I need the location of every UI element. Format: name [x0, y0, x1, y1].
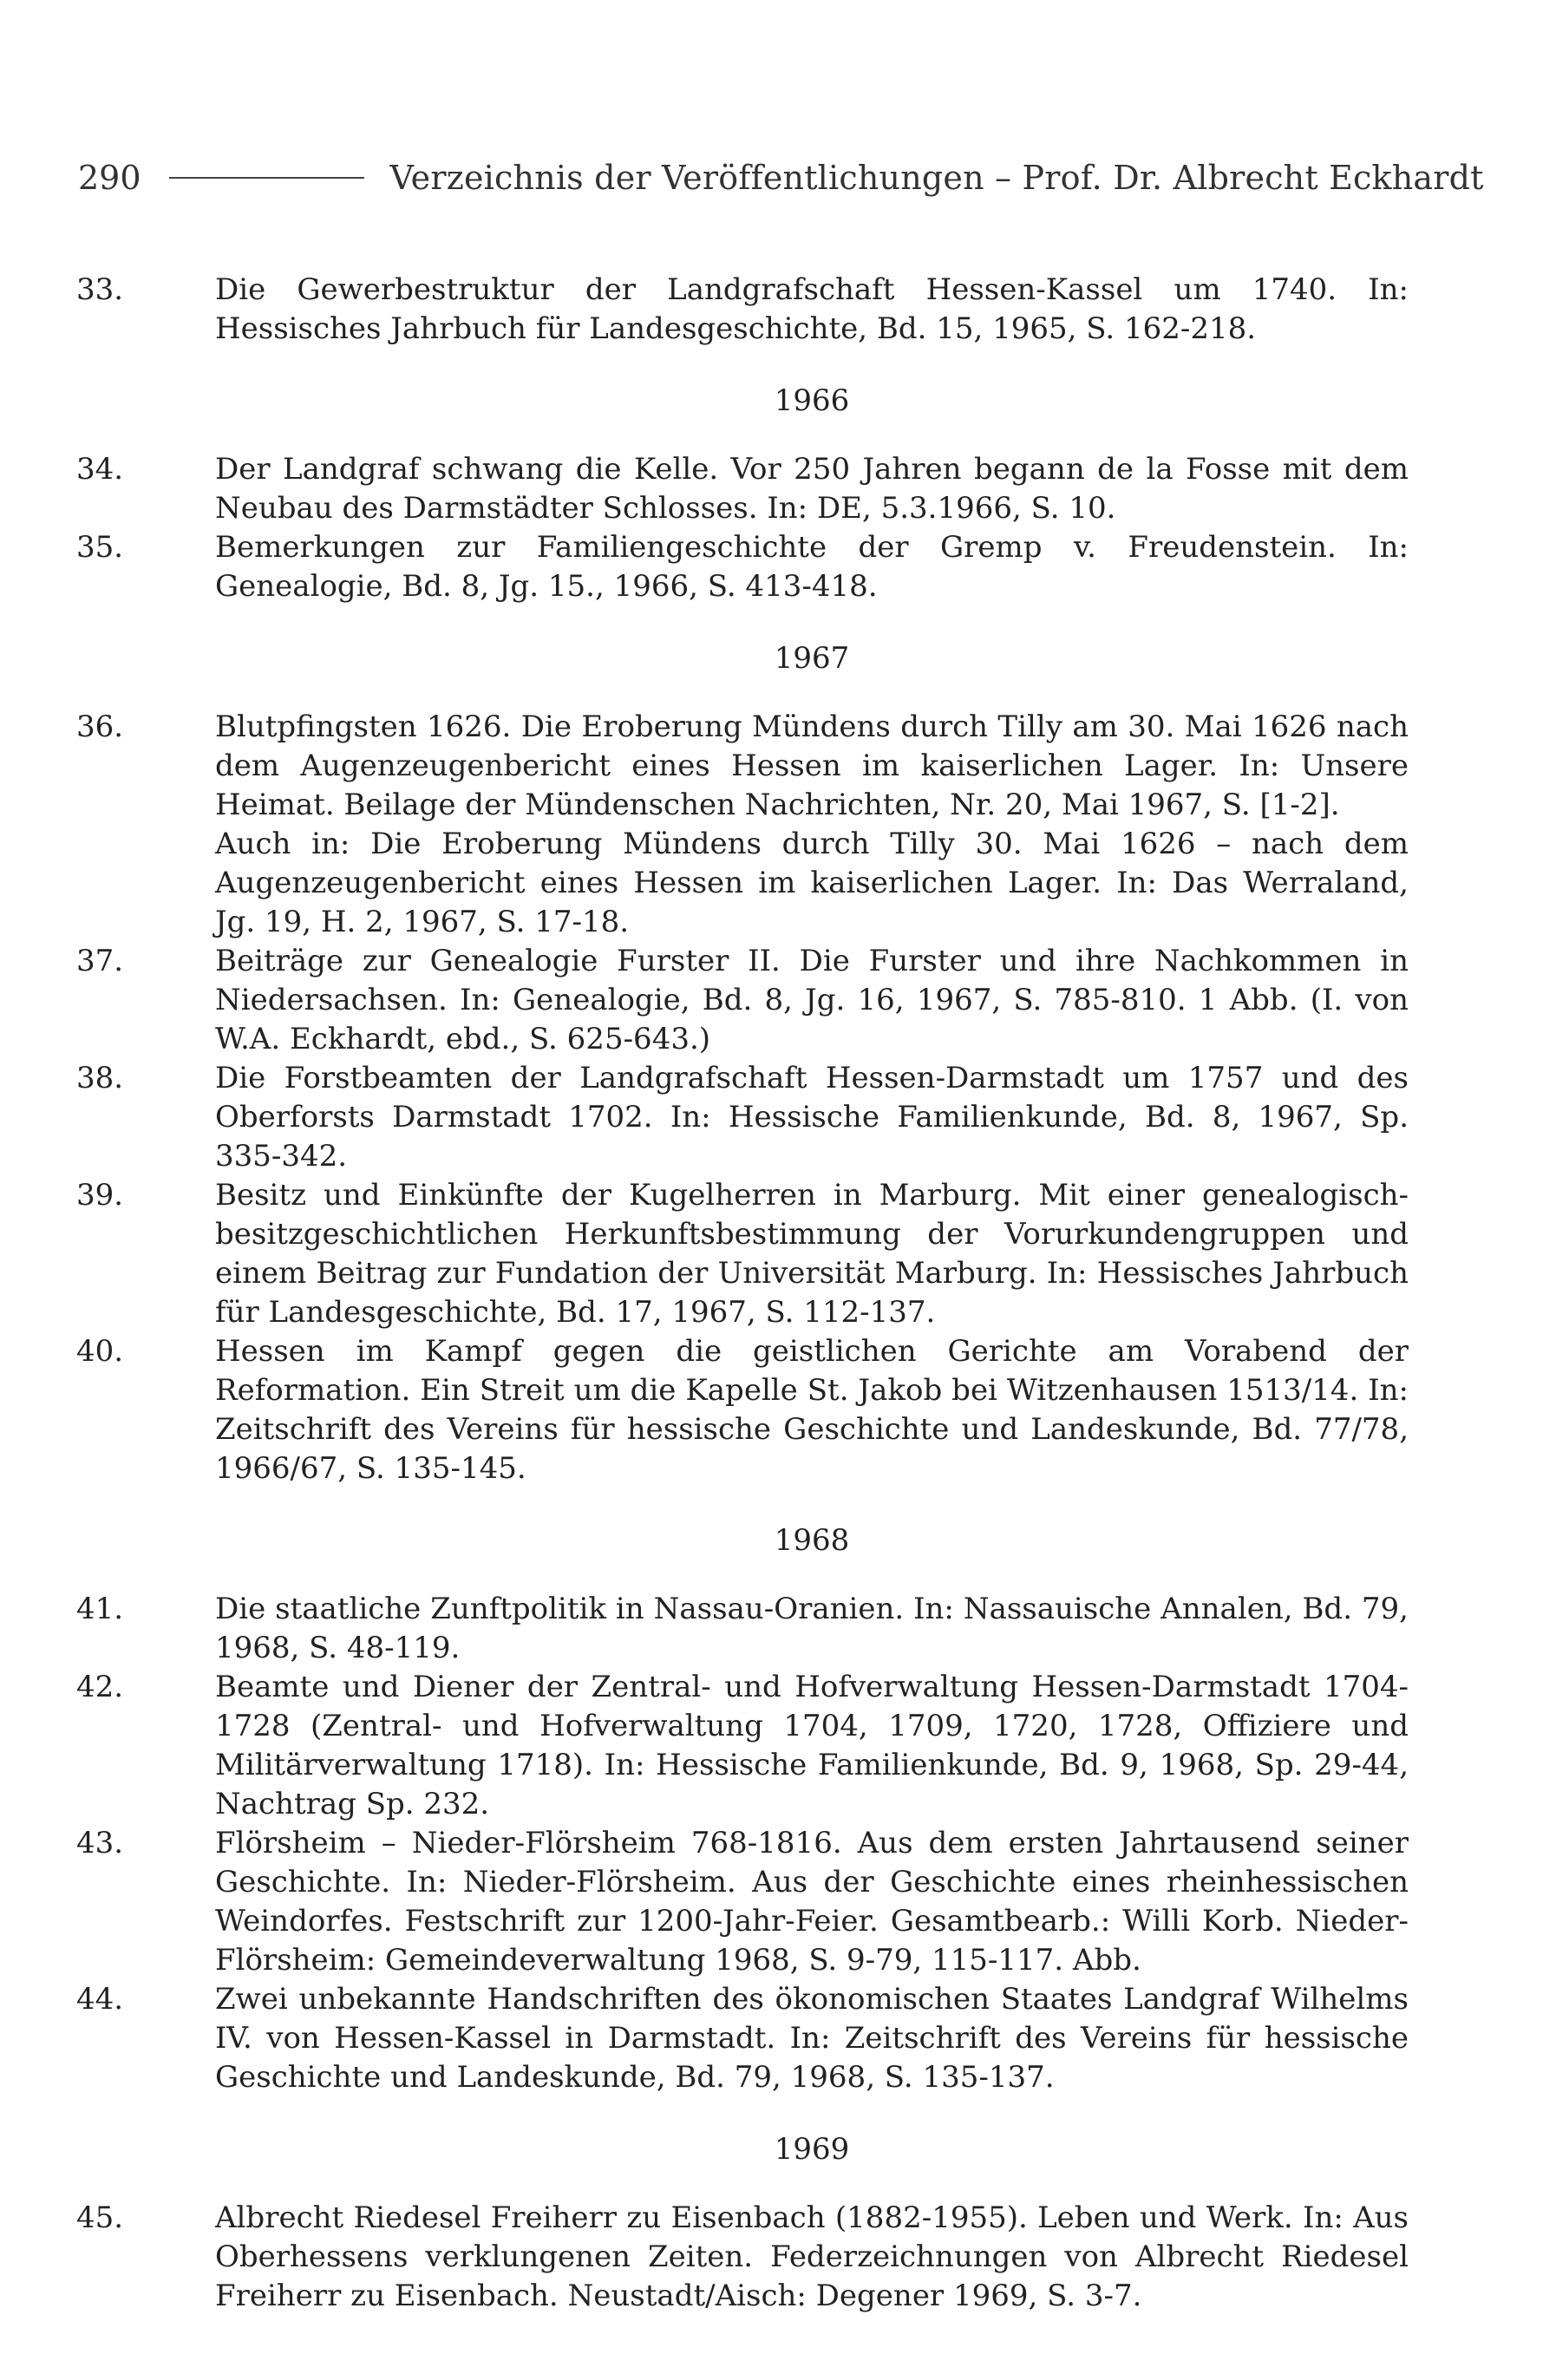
entry-number: 36.	[76, 709, 124, 744]
entry-number: 38.	[76, 1061, 124, 1095]
entry-text	[215, 1668, 1409, 1824]
entry-number: 44.	[76, 1982, 124, 2017]
entry-citation: Der Landgraf schwang die Kelle. Vor 250 Jahren begann de la Fosse mit dem Neubau des Darmstädter Schlosses. In: DE, 5.3.1966, S. 10.	[215, 452, 1409, 526]
entry-text	[215, 942, 1409, 1059]
entry-citation-reprint: Auch in: Die Eroberung Mündens durch Tilly 30. Mai 1626 – nach dem Augenzeugenbericht eines Hessen im kaiserlichen Lager. In: Das Werraland, Jg. 19, H. 2, 1967, S. 17-18.	[215, 827, 1409, 939]
bibliography-entry	[76, 1332, 1409, 1488]
entry-text	[215, 1332, 1409, 1488]
bibliography-list	[76, 271, 1409, 2316]
bibliography-entry	[76, 271, 1409, 349]
entry-text	[215, 271, 1409, 349]
entry-text	[215, 1824, 1409, 1980]
bibliography-entry	[76, 1590, 1409, 1668]
bibliography-entry	[76, 450, 1409, 528]
entry-citation: Albrecht Riedesel Freiherr zu Eisenbach (1882-1955). Leben und Werk. In: Aus Oberhessens verklungenen Zeiten. Federzeichnungen von Albrecht Riedesel Freiherr zu Eisenbach. Neustadt/Aisch: Degener 1969, S. 3-7.	[215, 2200, 1409, 2313]
bibliography-entry	[76, 1059, 1409, 1176]
running-title: Verzeichnis der Veröffentlichungen – Prof. Dr. Albrecht Eckhardt	[389, 159, 1484, 197]
entry-number: 34.	[76, 452, 124, 487]
entry-text	[215, 450, 1409, 528]
entry-number: 42.	[76, 1670, 124, 1704]
entry-citation: Die Forstbeamten der Landgrafschaft Hessen-Darmstadt um 1757 und des Oberforsts Darmstadt 1702. In: Hessische Familienkunde, Bd. 8, 1967, Sp. 335-342.	[215, 1061, 1409, 1174]
entry-text	[215, 708, 1409, 942]
entry-citation: Hessen im Kampf gegen die geistlichen Gerichte am Vorabend der Reformation. Ein Streit um die Kapelle St. Jakob bei Witzenhausen 1513/14. In: Zeitschrift des Vereins für hessische Geschichte und Landeskunde, Bd. 77/78, 1966/67, S. 135-145.	[215, 1334, 1409, 1486]
entry-text	[215, 1590, 1409, 1668]
bibliography-entry	[76, 1668, 1409, 1824]
year-heading: 1968	[774, 1523, 850, 1558]
entry-citation: Bemerkungen zur Familiengeschichte der Gremp v. Freudenstein. In: Genealogie, Bd. 8, Jg. 15., 1966, S. 413-418.	[215, 530, 1409, 604]
entry-text	[215, 1980, 1409, 2097]
entry-citation: Zwei unbekannte Handschriften des ökonomischen Staates Landgraf Wilhelms IV. von Hessen-Kassel in Darmstadt. In: Zeitschrift des Vereins für hessische Geschichte und Landeskunde, Bd. 79, 1968, S. 135-137.	[215, 1982, 1409, 2095]
bibliography-entry	[76, 528, 1409, 606]
year-heading: 1966	[774, 383, 850, 418]
entry-number: 33.	[76, 272, 124, 307]
entry-citation: Beamte und Diener der Zentral- und Hofverwaltung Hessen-Darmstadt 1704-1728 (Zentral- und Hofverwaltung 1704, 1709, 1720, 1728, Offiziere und Militärverwaltung 1718). In: Hessische Familienkunde, Bd. 9, 1968, Sp. 29-44, Nachtrag Sp. 232.	[215, 1670, 1409, 1821]
bibliography-entry	[76, 1824, 1409, 1980]
entry-number: 43.	[76, 1826, 124, 1860]
year-heading: 1967	[774, 641, 850, 676]
entry-citation: Beiträge zur Genealogie Furster II. Die Furster und ihre Nachkommen in Niedersachsen. In: Genealogie, Bd. 8, Jg. 16, 1967, S. 785-810. 1 Abb. (I. von W.A. Eckhardt, ebd., S. 625-643.)	[215, 944, 1409, 1056]
bibliography-entry	[76, 1980, 1409, 2097]
bibliography-entry	[76, 1176, 1409, 1332]
entry-number: 41.	[76, 1592, 124, 1626]
entry-citation: Die Gewerbestruktur der Landgrafschaft Hessen-Kassel um 1740. In: Hessisches Jahrbuch für Landesgeschichte, Bd. 15, 1965, S. 162-218.	[215, 272, 1409, 346]
entry-citation: Flörsheim – Nieder-Flörsheim 768-1816. Aus dem ersten Jahrtausend seiner Geschichte. In: Nieder-Flörsheim. Aus der Geschichte eines rheinhessischen Weindorfes. Festschrift zur 1200-Jahr-Feier. Gesamtbearb.: Willi Korb. Nieder-Flörsheim: Gemeindeverwaltung 1968, S. 9-79, 115-117. Abb.	[215, 1826, 1409, 1978]
entry-number: 45.	[76, 2200, 124, 2235]
entry-text	[215, 2199, 1409, 2316]
entry-text	[215, 528, 1409, 606]
bibliography-entry	[76, 2199, 1409, 2316]
entry-text	[215, 1176, 1409, 1332]
entry-text	[215, 1059, 1409, 1176]
bibliography-entry	[76, 942, 1409, 1059]
entry-citation: Die staatliche Zunftpolitik in Nassau-Oranien. In: Nassauische Annalen, Bd. 79, 1968, S. 48-119.	[215, 1592, 1409, 1665]
entry-citation: Besitz und Einkünfte der Kugelherren in Marburg. Mit einer genealogisch-besitzgeschichtlichen Herkunftsbestimmung der Vorurkundengruppen und einem Beitrag zur Fundation der Universität Marburg. In: Hessisches Jahrbuch für Landesgeschichte, Bd. 17, 1967, S. 112-137.	[215, 1178, 1409, 1330]
entry-citation: Blutpfingsten 1626. Die Eroberung Mündens durch Tilly am 30. Mai 1626 nach dem Augenzeugenbericht eines Hessen im kaiserlichen Lager. In: Unsere Heimat. Beilage der Mündenschen Nachrichten, Nr. 20, Mai 1967, S. [1-2].	[215, 709, 1409, 822]
page-number: 290	[78, 159, 141, 197]
entry-number: 35.	[76, 530, 124, 565]
bibliography-entry	[76, 708, 1409, 942]
entry-number: 40.	[76, 1334, 124, 1369]
entry-number: 37.	[76, 944, 124, 978]
running-header	[78, 156, 1484, 199]
header-rule	[169, 177, 364, 179]
year-heading: 1969	[774, 2132, 850, 2167]
entry-number: 39.	[76, 1178, 124, 1213]
